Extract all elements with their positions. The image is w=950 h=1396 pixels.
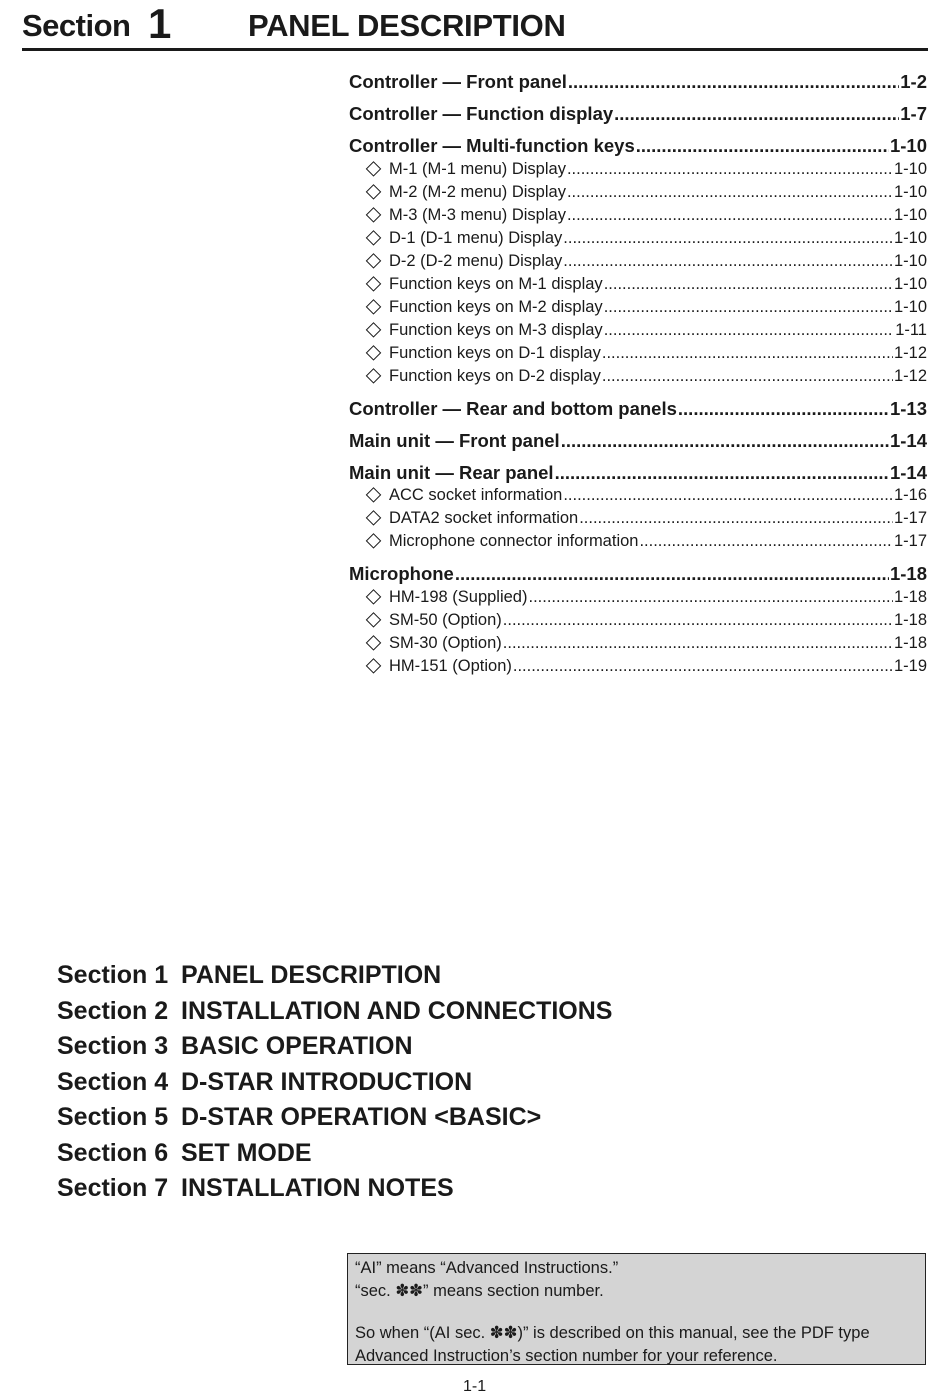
toc-leader-dots [503,634,893,653]
diamond-bullet-icon [366,533,382,549]
section-list-item [57,997,612,1026]
toc-leader-dots [567,160,893,179]
toc-label: Microphone [349,563,454,584]
toc-label: Controller — Function display [349,103,614,124]
diamond-bullet-icon [366,345,382,361]
toc-subentry [389,183,927,202]
toc-label: M-3 (M-3 menu) Display [389,206,566,224]
toc-leader-dots [636,135,889,157]
page-number: 1-1 [463,1378,487,1395]
toc-subentry [389,252,927,271]
note-line: So when “(AI sec. ✽✽)” is described on this manual, see the PDF type [355,1324,870,1342]
diamond-bullet-icon [366,510,382,526]
toc-label: Controller — Multi-function keys [349,135,635,156]
section-label: Section 5 [57,1103,169,1131]
toc-entry [349,398,927,420]
toc-leader-dots [503,611,893,630]
toc-subentry [389,367,927,386]
toc-label: SM-30 (Option) [389,634,502,652]
toc-subentry [389,344,927,363]
diamond-bullet-icon [366,487,382,503]
toc-page: 1-13 [889,398,927,419]
section-title: PANEL DESCRIPTION [181,961,442,989]
toc-label: Main unit — Rear panel [349,462,554,483]
page-title: PANEL DESCRIPTION [248,8,566,43]
toc-leader-dots [604,321,895,340]
toc-leader-dots [604,275,893,294]
diamond-bullet-icon [366,368,382,384]
diamond-bullet-icon [366,184,382,200]
section-number: 1 [148,0,172,47]
toc-page: 1-10 [893,298,927,316]
toc-page: 1-18 [893,611,927,629]
section-label: Section 3 [57,1032,169,1060]
section-list-item [57,1103,541,1132]
section-title: INSTALLATION NOTES [181,1174,454,1202]
toc-label: D-1 (D-1 menu) Display [389,229,563,247]
toc-page: 1-14 [889,430,927,451]
toc-leader-dots [568,71,899,93]
toc-leader-dots [561,430,889,452]
diamond-bullet-icon [366,589,382,605]
diamond-bullet-icon [366,322,382,338]
toc-leader-dots [567,206,893,225]
toc-page: 1-11 [895,321,927,339]
section-title: D-STAR INTRODUCTION [181,1067,473,1096]
toc-leader-dots [602,344,893,363]
toc-subentry [389,532,927,551]
toc-label: Controller — Rear and bottom panels [349,398,677,419]
toc-page: 1-14 [889,462,927,483]
toc-page: 1-12 [893,344,927,362]
toc-leader-dots [579,509,893,528]
diamond-bullet-icon [366,635,382,651]
section-title: INSTALLATION AND CONNECTIONS [181,996,613,1025]
section-list-item [57,1139,312,1168]
section-word: Section [22,8,131,43]
toc-subentry [389,298,927,317]
toc-page: 1-19 [893,657,927,675]
section-label: Section 7 [57,1174,169,1202]
diamond-bullet-icon [366,230,382,246]
toc-leader-dots [528,588,892,607]
diamond-bullet-icon [366,207,382,223]
toc-page: 1-10 [893,229,927,247]
section-list-item [57,1174,454,1203]
toc-entry [349,462,927,484]
toc-subentry [389,229,927,248]
toc-label: Function keys on M-1 display [389,275,603,293]
toc-page: 1-10 [889,135,927,156]
toc-leader-dots [513,657,893,676]
toc-page: 1-10 [893,252,927,270]
toc-subentry [389,588,927,607]
toc-label: ACC socket information [389,486,563,504]
toc-page: 1-12 [893,367,927,385]
toc-page: 1-10 [893,275,927,293]
toc-label: Function keys on D-1 display [389,344,601,362]
toc-subentry [389,486,927,505]
note-line: “sec. ✽✽” means section number. [355,1282,604,1300]
note-box [347,1253,926,1365]
toc-leader-dots [639,532,893,551]
toc-page: 1-10 [893,160,927,178]
toc-page: 1-16 [893,486,927,504]
toc-label: HM-198 (Supplied) [389,588,528,606]
toc-subentry [389,509,927,528]
toc-subentry [389,657,927,676]
toc-label: M-1 (M-1 menu) Display [389,160,566,178]
toc-label: D-2 (D-2 menu) Display [389,252,563,270]
note-line: “AI” means “Advanced Instructions.” [355,1259,619,1277]
section-list-item [57,1068,472,1097]
diamond-bullet-icon [366,658,382,674]
diamond-bullet-icon [366,253,382,269]
section-label: Section 2 [57,996,169,1025]
toc-page: 1-17 [893,532,927,550]
toc-label: HM-151 (Option) [389,657,512,675]
toc-leader-dots [614,103,899,125]
toc-subentry [389,321,927,340]
toc-leader-dots [604,298,893,317]
section-label: Section 1 [57,961,169,989]
section-title: D-STAR OPERATION <BASIC> [181,1103,542,1131]
toc-page: 1-2 [900,71,927,92]
toc-subentry [389,206,927,225]
toc-leader-dots [455,563,889,585]
toc-subentry [389,611,927,630]
toc-label: Function keys on D-2 display [389,367,601,385]
toc-leader-dots [602,367,893,386]
toc-leader-dots [563,229,893,248]
section-label: Section 4 [57,1067,169,1096]
toc-leader-dots [555,462,889,484]
section-title: BASIC OPERATION [181,1032,413,1060]
toc-leader-dots [567,183,893,202]
toc-entry [349,430,927,452]
toc-subentry [389,275,927,294]
diamond-bullet-icon [366,161,382,177]
toc-label: Function keys on M-3 display [389,321,603,339]
toc-page: 1-10 [893,206,927,224]
diamond-bullet-icon [366,612,382,628]
diamond-bullet-icon [366,276,382,292]
toc-label: Main unit — Front panel [349,430,560,451]
section-label: Section 6 [57,1138,169,1167]
toc-entry [349,71,927,93]
section-list-item [57,1032,413,1061]
toc-entry [349,563,927,585]
toc-label: DATA2 socket information [389,509,579,527]
toc-label: SM-50 (Option) [389,611,502,629]
toc-leader-dots [563,486,893,505]
section-list-item [57,961,441,990]
toc-subentry [389,160,927,179]
toc-page: 1-10 [893,183,927,201]
toc-label: Function keys on M-2 display [389,298,603,316]
toc-label: M-2 (M-2 menu) Display [389,183,566,201]
toc-page: 1-7 [900,103,927,124]
toc-leader-dots [678,398,889,420]
toc-page: 1-18 [889,563,927,584]
toc-subentry [389,634,927,653]
toc-page: 1-17 [893,509,927,527]
toc-entry [349,135,927,157]
note-line: Advanced Instruction’s section number for your reference. [355,1347,778,1365]
toc-page: 1-18 [893,634,927,652]
diamond-bullet-icon [366,299,382,315]
toc-entry [349,103,927,125]
toc-label: Controller — Front panel [349,71,567,92]
toc-page: 1-18 [893,588,927,606]
toc-label: Microphone connector information [389,532,639,550]
toc-leader-dots [563,252,893,271]
section-header [22,0,928,51]
section-title: SET MODE [181,1138,312,1167]
